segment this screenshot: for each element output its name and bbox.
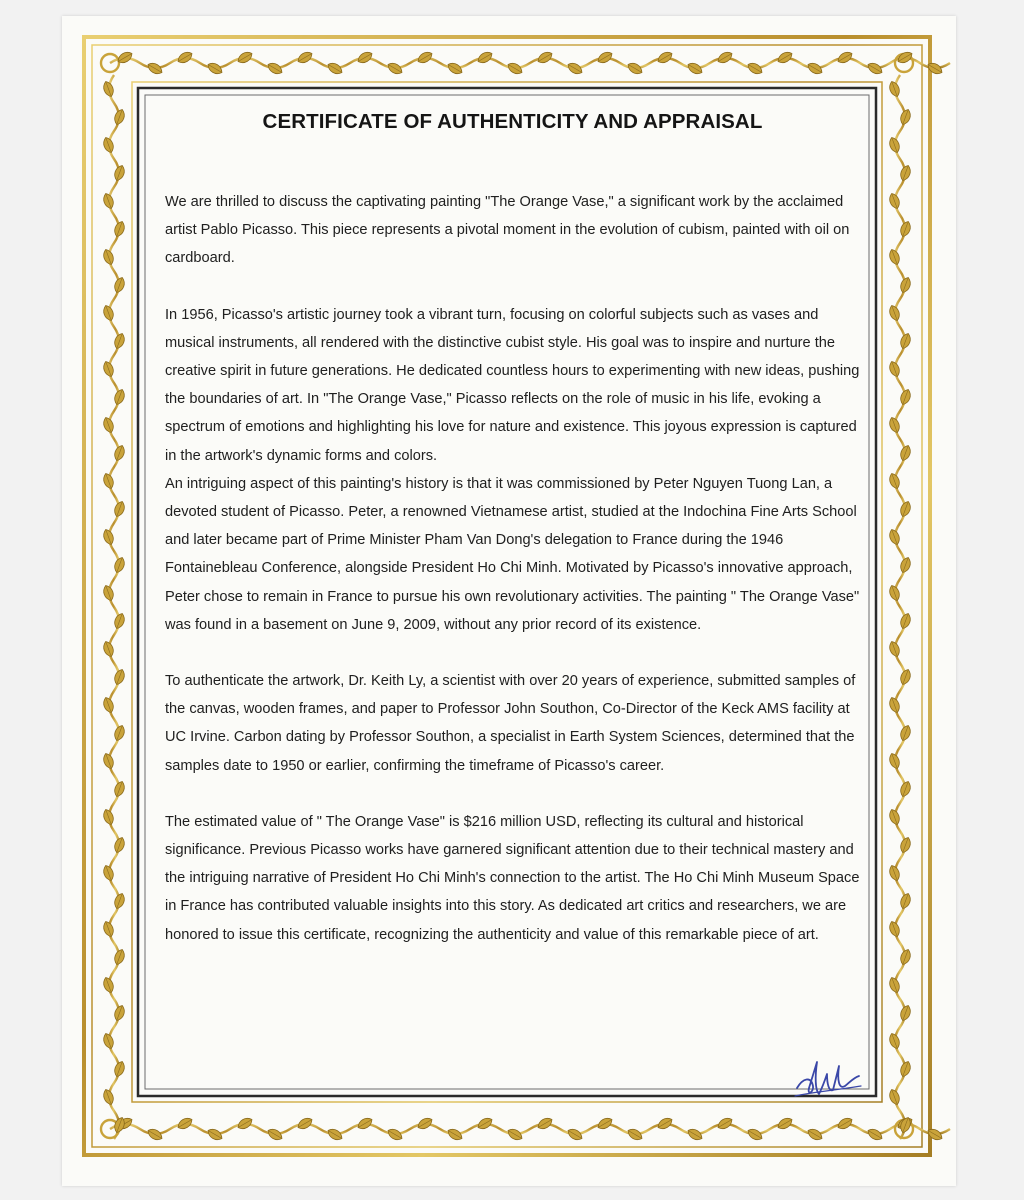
paragraph-commission: An intriguing aspect of this painting's history is that it was commissioned by Peter Nguyen Tuong Lan, a devoted student of Picasso. Peter, a renowned Vietnamese artist, studied at the Indochina Fine Arts School and later became part of Prime Minister Pham Van Dong's delegation to France during the 1946 Fontainebleau Conference, alongside President Ho Chi Minh. Motivated by Picasso's innovative approach, Peter chose to remain in France to pursue his own revolutionary activities. The painting " The Orange Vase" was found in a basement on June 9, 2009, without any prior record of its existence. <box>165 475 860 633</box>
paragraph-intro: We are thrilled to discuss the captivating painting "The Orange Vase," a significant work by the acclaimed artist Pablo Picasso. This piece represents a pivotal moment in the evolution of cubism, painted with oil on cardboard. <box>165 194 850 267</box>
certificate-title: CERTIFICATE OF AUTHENTICITY AND APPRAISAL <box>262 110 763 133</box>
paragraph-appraisal: The estimated value of " The Orange Vase" is $216 million USD, reflecting its cultural and historical significance. Previous Picasso works have garnered significant attention due to their technical mastery and the intriguing narrative of President Ho Chi Minh's connection to the artist. The Ho Chi Minh Museum Space in France has contributed valuable insights into this story. As dedicated art critics and researchers, we are honored to issue this certificate, recognizing the authenticity and value of this remarkable piece of art. <box>165 813 860 943</box>
handwritten-signature-icon <box>793 1056 863 1100</box>
paragraph-history: In 1956, Picasso's artistic journey took a vibrant turn, focusing on colorful subjects such as vases and musical instruments, all rendered with the distinctive cubist style. His goal was to inspire and nurture the creative spirit in future generations. He dedicated countless hours to experimenting with new ideas, pushing the boundaries of art. In "The Orange Vase," Picasso reflects on the role of music in his life, evoking a spectrum of emotions and highlighting his love for nature and existence. This joyous expression is captured in the artwork's dynamic forms and colors. <box>165 306 860 464</box>
certificate-content <box>165 110 860 949</box>
paragraph-authentication: To authenticate the artwork, Dr. Keith Ly, a scientist with over 20 years of experience, submitted samples of the canvas, wooden frames, and paper to Professor John Southon, Co-Director of the Keck AMS facility at UC Irvine. Carbon dating by Professor Southon, a specialist in Earth System Sciences, determined that the samples date to 1950 or earlier, confirming the timeframe of Picasso's career. <box>165 673 856 774</box>
